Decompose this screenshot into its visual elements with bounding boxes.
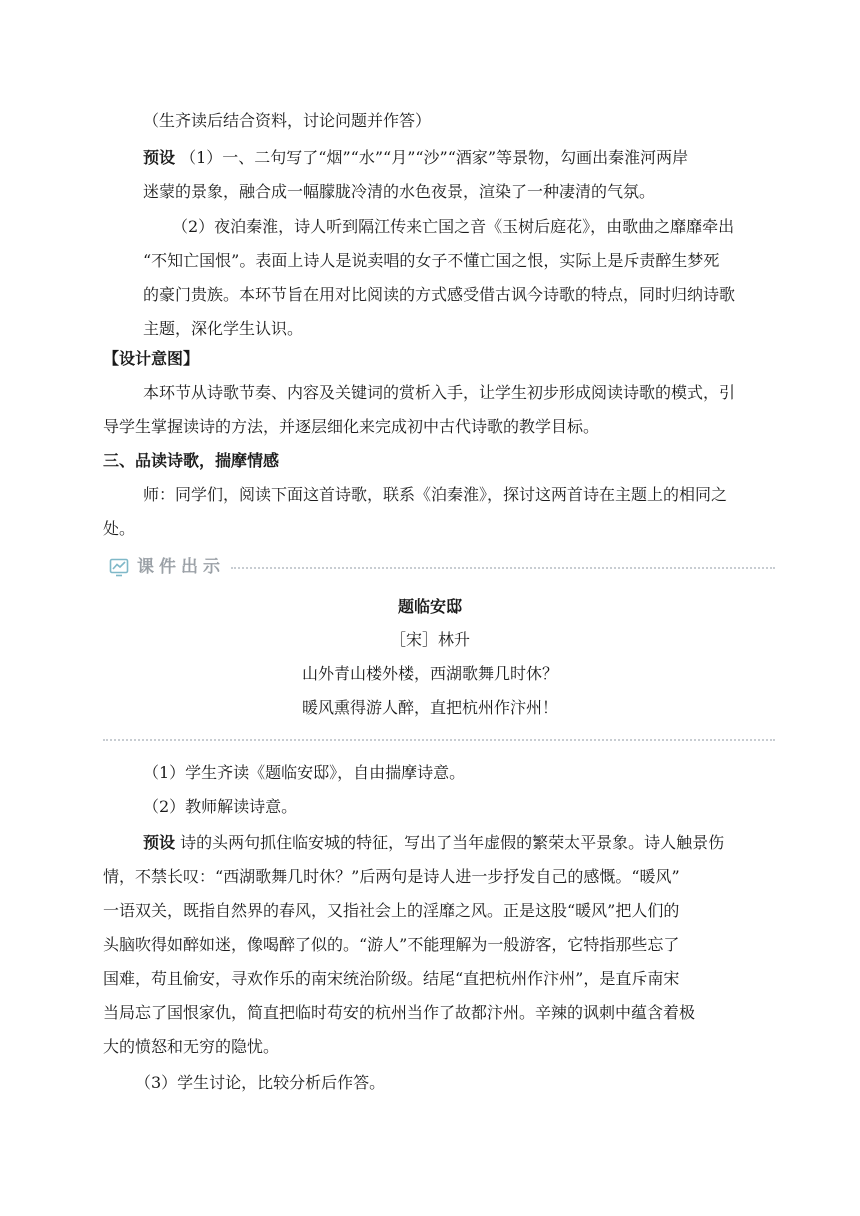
- preset3-line-4: 头脑吹得如醉如迷，像喝醉了似的。“游人”不能理解为一般游客，它特指那些忘了: [103, 935, 680, 954]
- poem-divider: [103, 739, 775, 741]
- poem-author: ［宋］林升: [389, 630, 470, 649]
- preset3-line-6: 当局忘了国恨家仇，简直把临时苟安的杭州当作了故都汴州。辛辣的讽刺中蕴含着极: [103, 1003, 696, 1022]
- preset3-text-1: 诗的头两句抓住临安城的特征，写出了当年虚假的繁荣太平景象。诗人触景伤: [180, 833, 725, 852]
- preset3-line-3: 一语双关，既指自然界的春风，又指社会上的淫靡之风。正是这股“暖风”把人们的: [103, 901, 680, 920]
- preset2-line-4: 主题，深化学生认识。: [143, 319, 304, 338]
- step-1: （1）学生齐读《题临安邸》，自由揣摩诗意。: [143, 763, 466, 782]
- preset2-line-2: “不知亡国恨”。表面上诗人是说卖唱的女子不懂亡国之恨，实际上是斥责醉生梦死: [143, 251, 720, 270]
- chart-icon: [109, 557, 129, 577]
- poem-title: 题临安邸: [397, 597, 462, 616]
- poem-line-2: 暖风熏得游人醉，直把杭州作汴州！: [301, 698, 558, 717]
- step-2: （2）教师解读诗意。: [143, 797, 298, 816]
- preset3-line-5: 国难，苟且偷安，寻欢作乐的南宋统治阶级。结尾“直把杭州作汴州”，是直斥南宋: [103, 969, 680, 988]
- section3-heading: 三、品读诗歌，揣摩情感: [103, 451, 280, 470]
- preset1-line-2: 迷蒙的景象，融合成一幅朦胧冷清的水色夜景，渲染了一种凄清的气氛。: [143, 182, 656, 201]
- poem-line-1: 山外青山楼外楼，西湖歌舞几时休？: [301, 664, 558, 683]
- section3-line-1: 师：同学们，阅读下面这首诗歌，联系《泊秦淮》，探讨这两首诗在主题上的相同之: [143, 485, 728, 504]
- preset1-text-1: （1）一、二句写了“烟”“水”“月”“沙”“酒家”等景物，勾画出秦淮河两岸: [180, 148, 689, 167]
- intro-note: （生齐读后结合资料，讨论问题并作答）: [143, 111, 432, 130]
- courseware-bar: [103, 555, 775, 579]
- preset3-line-1: [143, 832, 724, 854]
- section3-line-2: 处。: [103, 519, 136, 538]
- design-intent-heading: 【设计意图】: [103, 349, 200, 368]
- preset3-label: 预设: [143, 833, 176, 852]
- preset1-label: 预设: [143, 148, 176, 167]
- design-intent-line-1: 本环节从诗歌节奏、内容及关键词的赏析入手，让学生初步形成阅读诗歌的模式，引: [143, 383, 736, 402]
- preset2-line-3: 的豪门贵族。本环节旨在用对比阅读的方式感受借古讽今诗歌的特点，同时归纳诗歌: [143, 285, 736, 304]
- preset3-line-2: 情，不禁长叹：“西湖歌舞几时休？”后两句是诗人进一步抒发自己的感慨。“暖风”: [103, 867, 680, 886]
- preset3-line-7: 大的愤怒和无穷的隐忧。: [103, 1037, 280, 1056]
- courseware-divider: [231, 567, 775, 569]
- preset2-line-1: （2）夜泊秦淮，诗人听到隔江传来亡国之音《玉树后庭花》，由歌曲之靡靡牵出: [172, 217, 735, 236]
- preset1-line-1: [143, 147, 688, 169]
- design-intent-line-2: 导学生掌握读诗的方法，并逐层细化来完成初中古代诗歌的教学目标。: [103, 417, 600, 436]
- step-3: （3）学生讨论，比较分析后作答。: [135, 1073, 386, 1092]
- courseware-label: 课件出示: [137, 557, 225, 577]
